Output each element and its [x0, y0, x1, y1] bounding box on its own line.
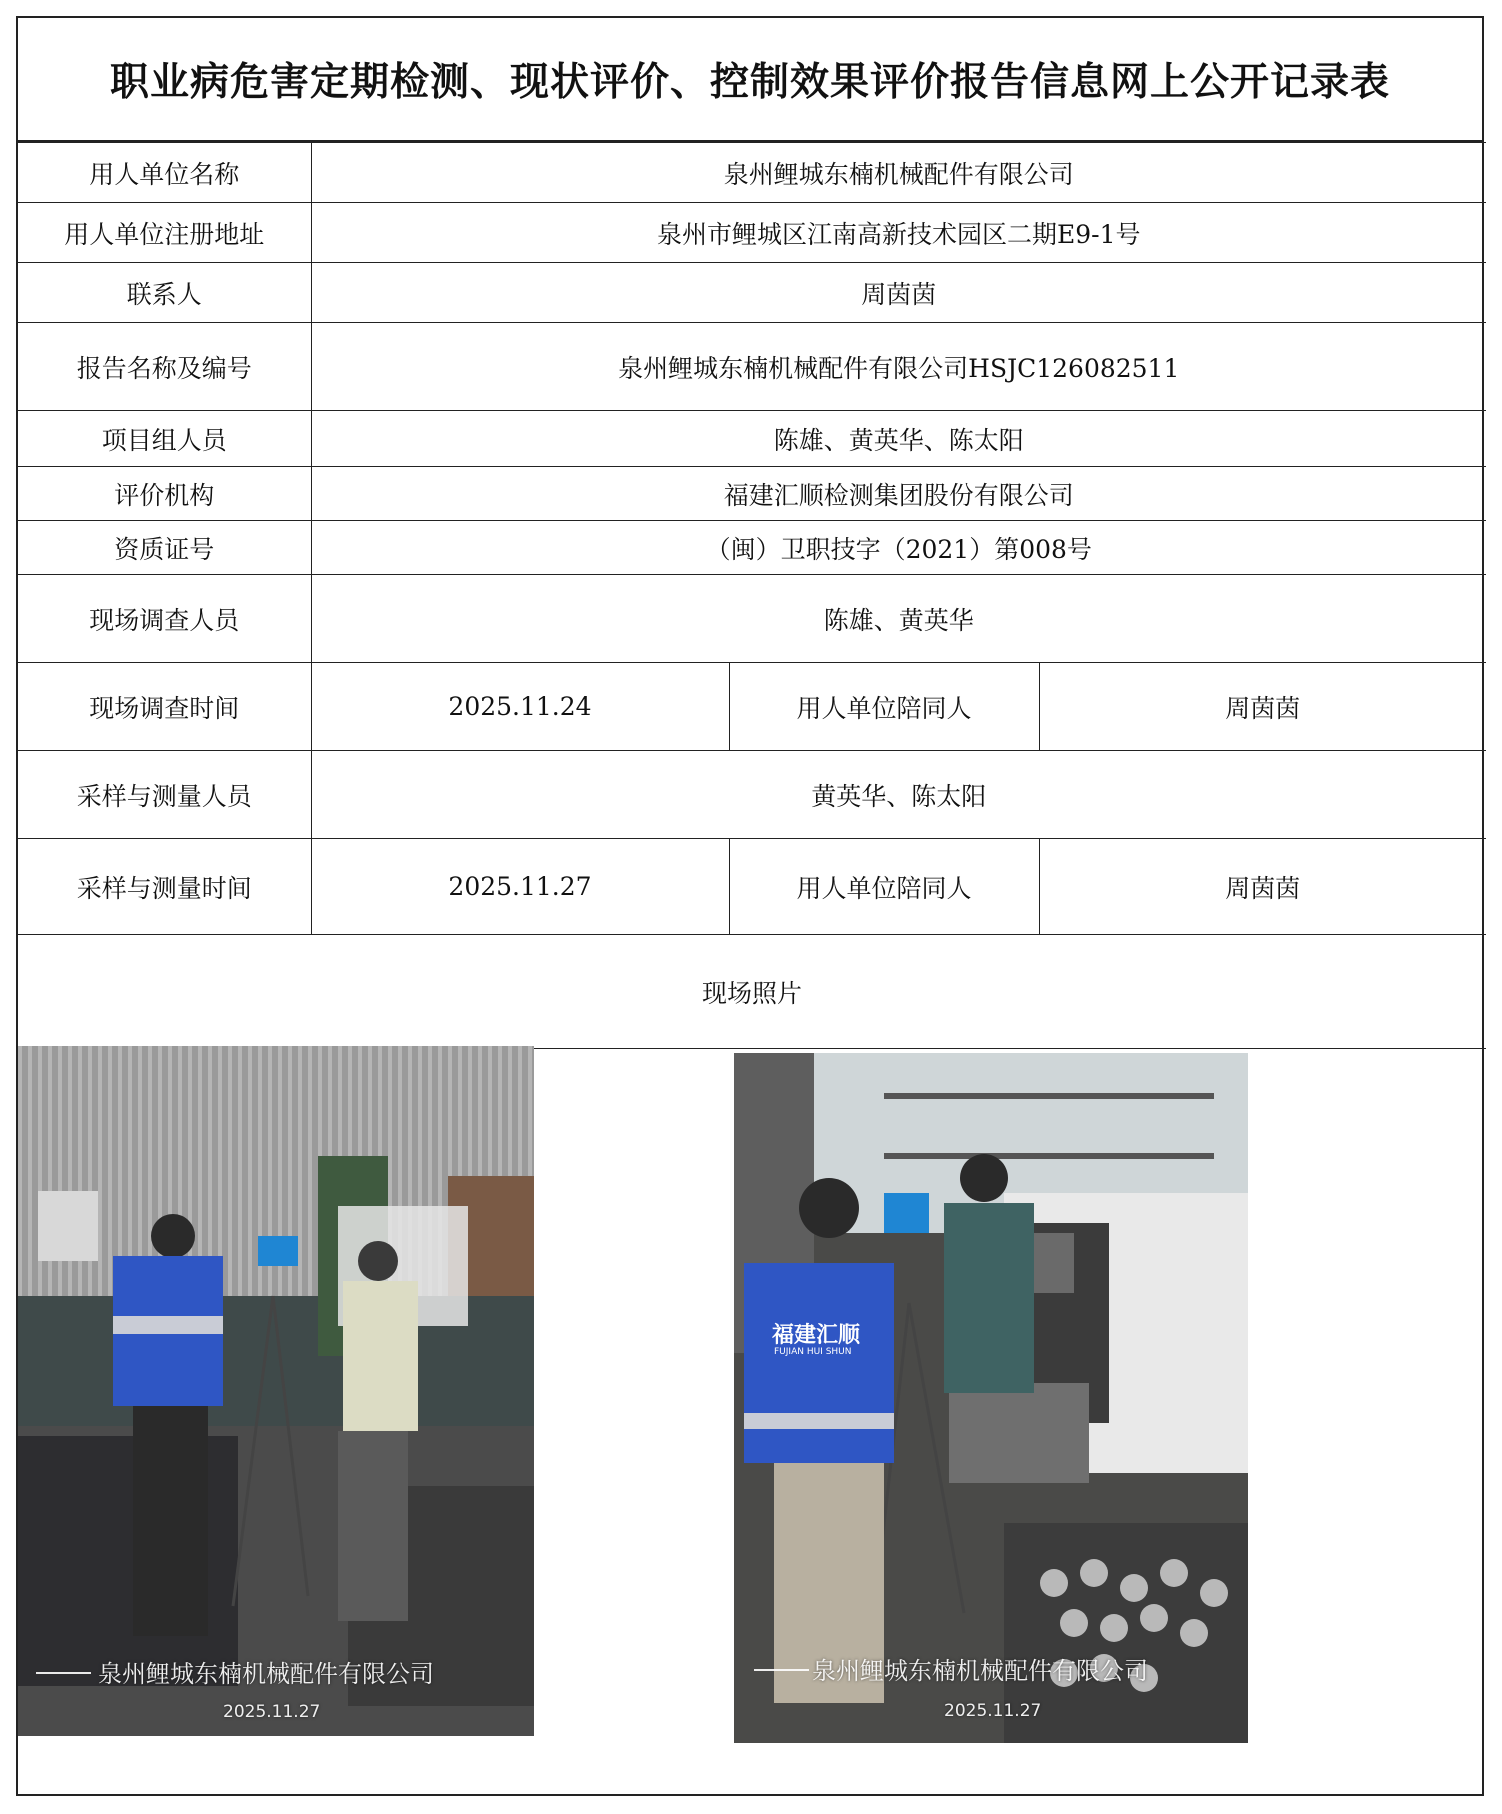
label-survey-companion: 用人单位陪同人: [729, 663, 1039, 751]
table-row: [18, 411, 1486, 467]
table-row: [18, 935, 1486, 1049]
value-survey-companion: 周茵茵: [1039, 663, 1486, 751]
table-row: [18, 521, 1486, 575]
vest-logo-subtext: FUJIAN HUI SHUN: [774, 1347, 852, 1357]
watermark-company: 泉州鲤城东楠机械配件有限公司: [98, 1660, 434, 1688]
table-row: [18, 663, 1486, 751]
vest-logo-text: 福建汇顺: [772, 1323, 861, 1348]
info-table: [18, 142, 1486, 1049]
value-sampling-staff: 黄英华、陈太阳: [311, 751, 1486, 839]
value-survey-time: 2025.11.24: [311, 663, 729, 751]
page-title: 职业病危害定期检测、现状评价、控制效果评价报告信息网上公开记录表: [18, 18, 1482, 142]
site-photo-2-image: [734, 1053, 1248, 1743]
watermark-date: 2025.11.27: [944, 1701, 1042, 1721]
table-row: [18, 467, 1486, 521]
site-photo-1: [18, 1046, 534, 1736]
value-sampling-companion: 周茵茵: [1039, 839, 1486, 935]
site-photo-1-image: [18, 1046, 534, 1736]
label-sampling-companion: 用人单位陪同人: [729, 839, 1039, 935]
value-employer-name: 泉州鲤城东楠机械配件有限公司: [311, 143, 1486, 203]
label-survey-time: 现场调查时间: [18, 663, 311, 751]
table-row: [18, 839, 1486, 935]
watermark-line: [36, 1672, 91, 1674]
record-form: [16, 16, 1484, 1796]
value-contact: 周茵茵: [311, 263, 1486, 323]
value-report: 泉州鲤城东楠机械配件有限公司HSJC126082511: [311, 323, 1486, 411]
label-employer-address: 用人单位注册地址: [18, 203, 311, 263]
value-sampling-time: 2025.11.27: [311, 839, 729, 935]
watermark-line: [754, 1669, 809, 1671]
table-row: [18, 143, 1486, 203]
table-row: [18, 323, 1486, 411]
photo-area: [18, 1046, 1482, 1796]
value-cert: （闽）卫职技字（2021）第008号: [311, 521, 1486, 575]
label-agency: 评价机构: [18, 467, 311, 521]
label-sampling-staff: 采样与测量人员: [18, 751, 311, 839]
label-contact: 联系人: [18, 263, 311, 323]
table-row: [18, 263, 1486, 323]
table-row: [18, 575, 1486, 663]
label-survey-staff: 现场调查人员: [18, 575, 311, 663]
value-employer-address: 泉州市鲤城区江南高新技术园区二期E9-1号: [311, 203, 1486, 263]
table-row: [18, 751, 1486, 839]
label-team: 项目组人员: [18, 411, 311, 467]
label-report: 报告名称及编号: [18, 323, 311, 411]
value-team: 陈雄、黄英华、陈太阳: [311, 411, 1486, 467]
table-row: [18, 203, 1486, 263]
label-employer-name: 用人单位名称: [18, 143, 311, 203]
site-photo-2: [734, 1053, 1248, 1743]
photos-heading: 现场照片: [18, 935, 1486, 1049]
watermark-company: 泉州鲤城东楠机械配件有限公司: [812, 1657, 1148, 1685]
label-cert: 资质证号: [18, 521, 311, 575]
value-survey-staff: 陈雄、黄英华: [311, 575, 1486, 663]
value-agency: 福建汇顺检测集团股份有限公司: [311, 467, 1486, 521]
watermark-date: 2025.11.27: [223, 1702, 321, 1722]
label-sampling-time: 采样与测量时间: [18, 839, 311, 935]
